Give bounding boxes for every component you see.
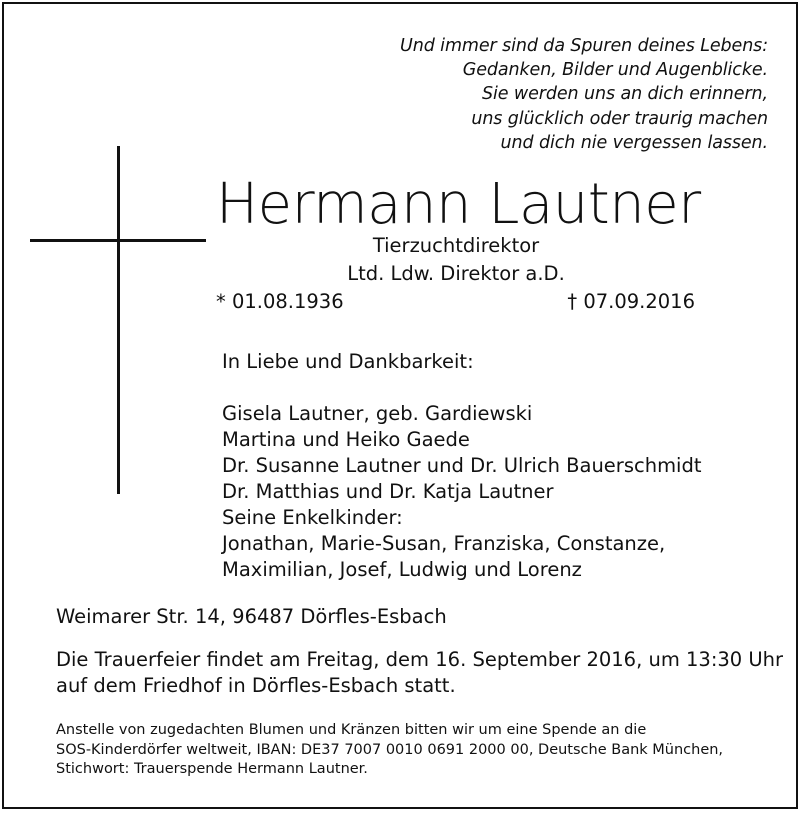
cross-vertical-bar (117, 146, 120, 494)
mourner-line: Martina und Heiko Gaede (222, 428, 470, 451)
mourner-line: Dr. Matthias und Dr. Katja Lautner (222, 480, 554, 503)
cross-horizontal-bar (30, 239, 206, 242)
mourner-line: Maximilian, Josef, Ludwig und Lorenz (222, 558, 582, 581)
birth-date: * 01.08.1936 (216, 290, 344, 313)
deceased-rank: Ltd. Ldw. Direktor a.D. (347, 262, 565, 285)
mourner-line: Seine Enkelkinder: (222, 506, 403, 529)
donation-line: SOS-Kinderdörfer weltweit, IBAN: DE37 7007 0010 0691 2000 00, Deutsche Bank München, (56, 741, 724, 758)
poem-line: Und immer sind da Spuren deines Lebens: (400, 36, 768, 56)
death-date: † 07.09.2016 (567, 290, 695, 313)
poem-line: Gedanken, Bilder und Augenblicke. (462, 60, 768, 81)
mourner-line: Dr. Susanne Lautner und Dr. Ulrich Bauerschmidt (222, 454, 702, 477)
poem-line: und dich nie vergessen lassen. (500, 132, 768, 153)
family-address: Weimarer Str. 14, 96487 Dörfles-Esbach (56, 605, 447, 628)
obituary-notice (2, 2, 798, 809)
memorial-poem (400, 34, 768, 155)
donation-request (56, 721, 723, 780)
poem-line: uns glücklich oder traurig machen (471, 108, 768, 129)
donation-line: Stichwort: Trauerspende Hermann Lautner. (56, 761, 368, 777)
deceased-title: Tierzuchtdirektor (372, 234, 540, 257)
mourner-line: Jonathan, Marie-Susan, Franziska, Constanze, (222, 532, 666, 555)
ceremony-line: Die Trauerfeier findet am Freitag, dem 16. September 2016, um 13:30 Uhr (56, 648, 784, 671)
mourner-line: Gisela Lautner, geb. Gardiewski (222, 402, 533, 425)
mourners-list (222, 349, 702, 583)
poem-line: Sie werden uns an dich erinnern, (481, 84, 768, 105)
funeral-ceremony-info (56, 647, 783, 699)
ceremony-line: auf dem Friedhof in Dörfles-Esbach statt. (56, 674, 456, 697)
mourners-intro: In Liebe und Dankbarkeit: (222, 350, 474, 373)
donation-line: Anstelle von zugedachten Blumen und Kränzen bitten wir um eine Spende an die (56, 722, 647, 738)
deceased-name: Hermann Lautner (216, 172, 701, 237)
